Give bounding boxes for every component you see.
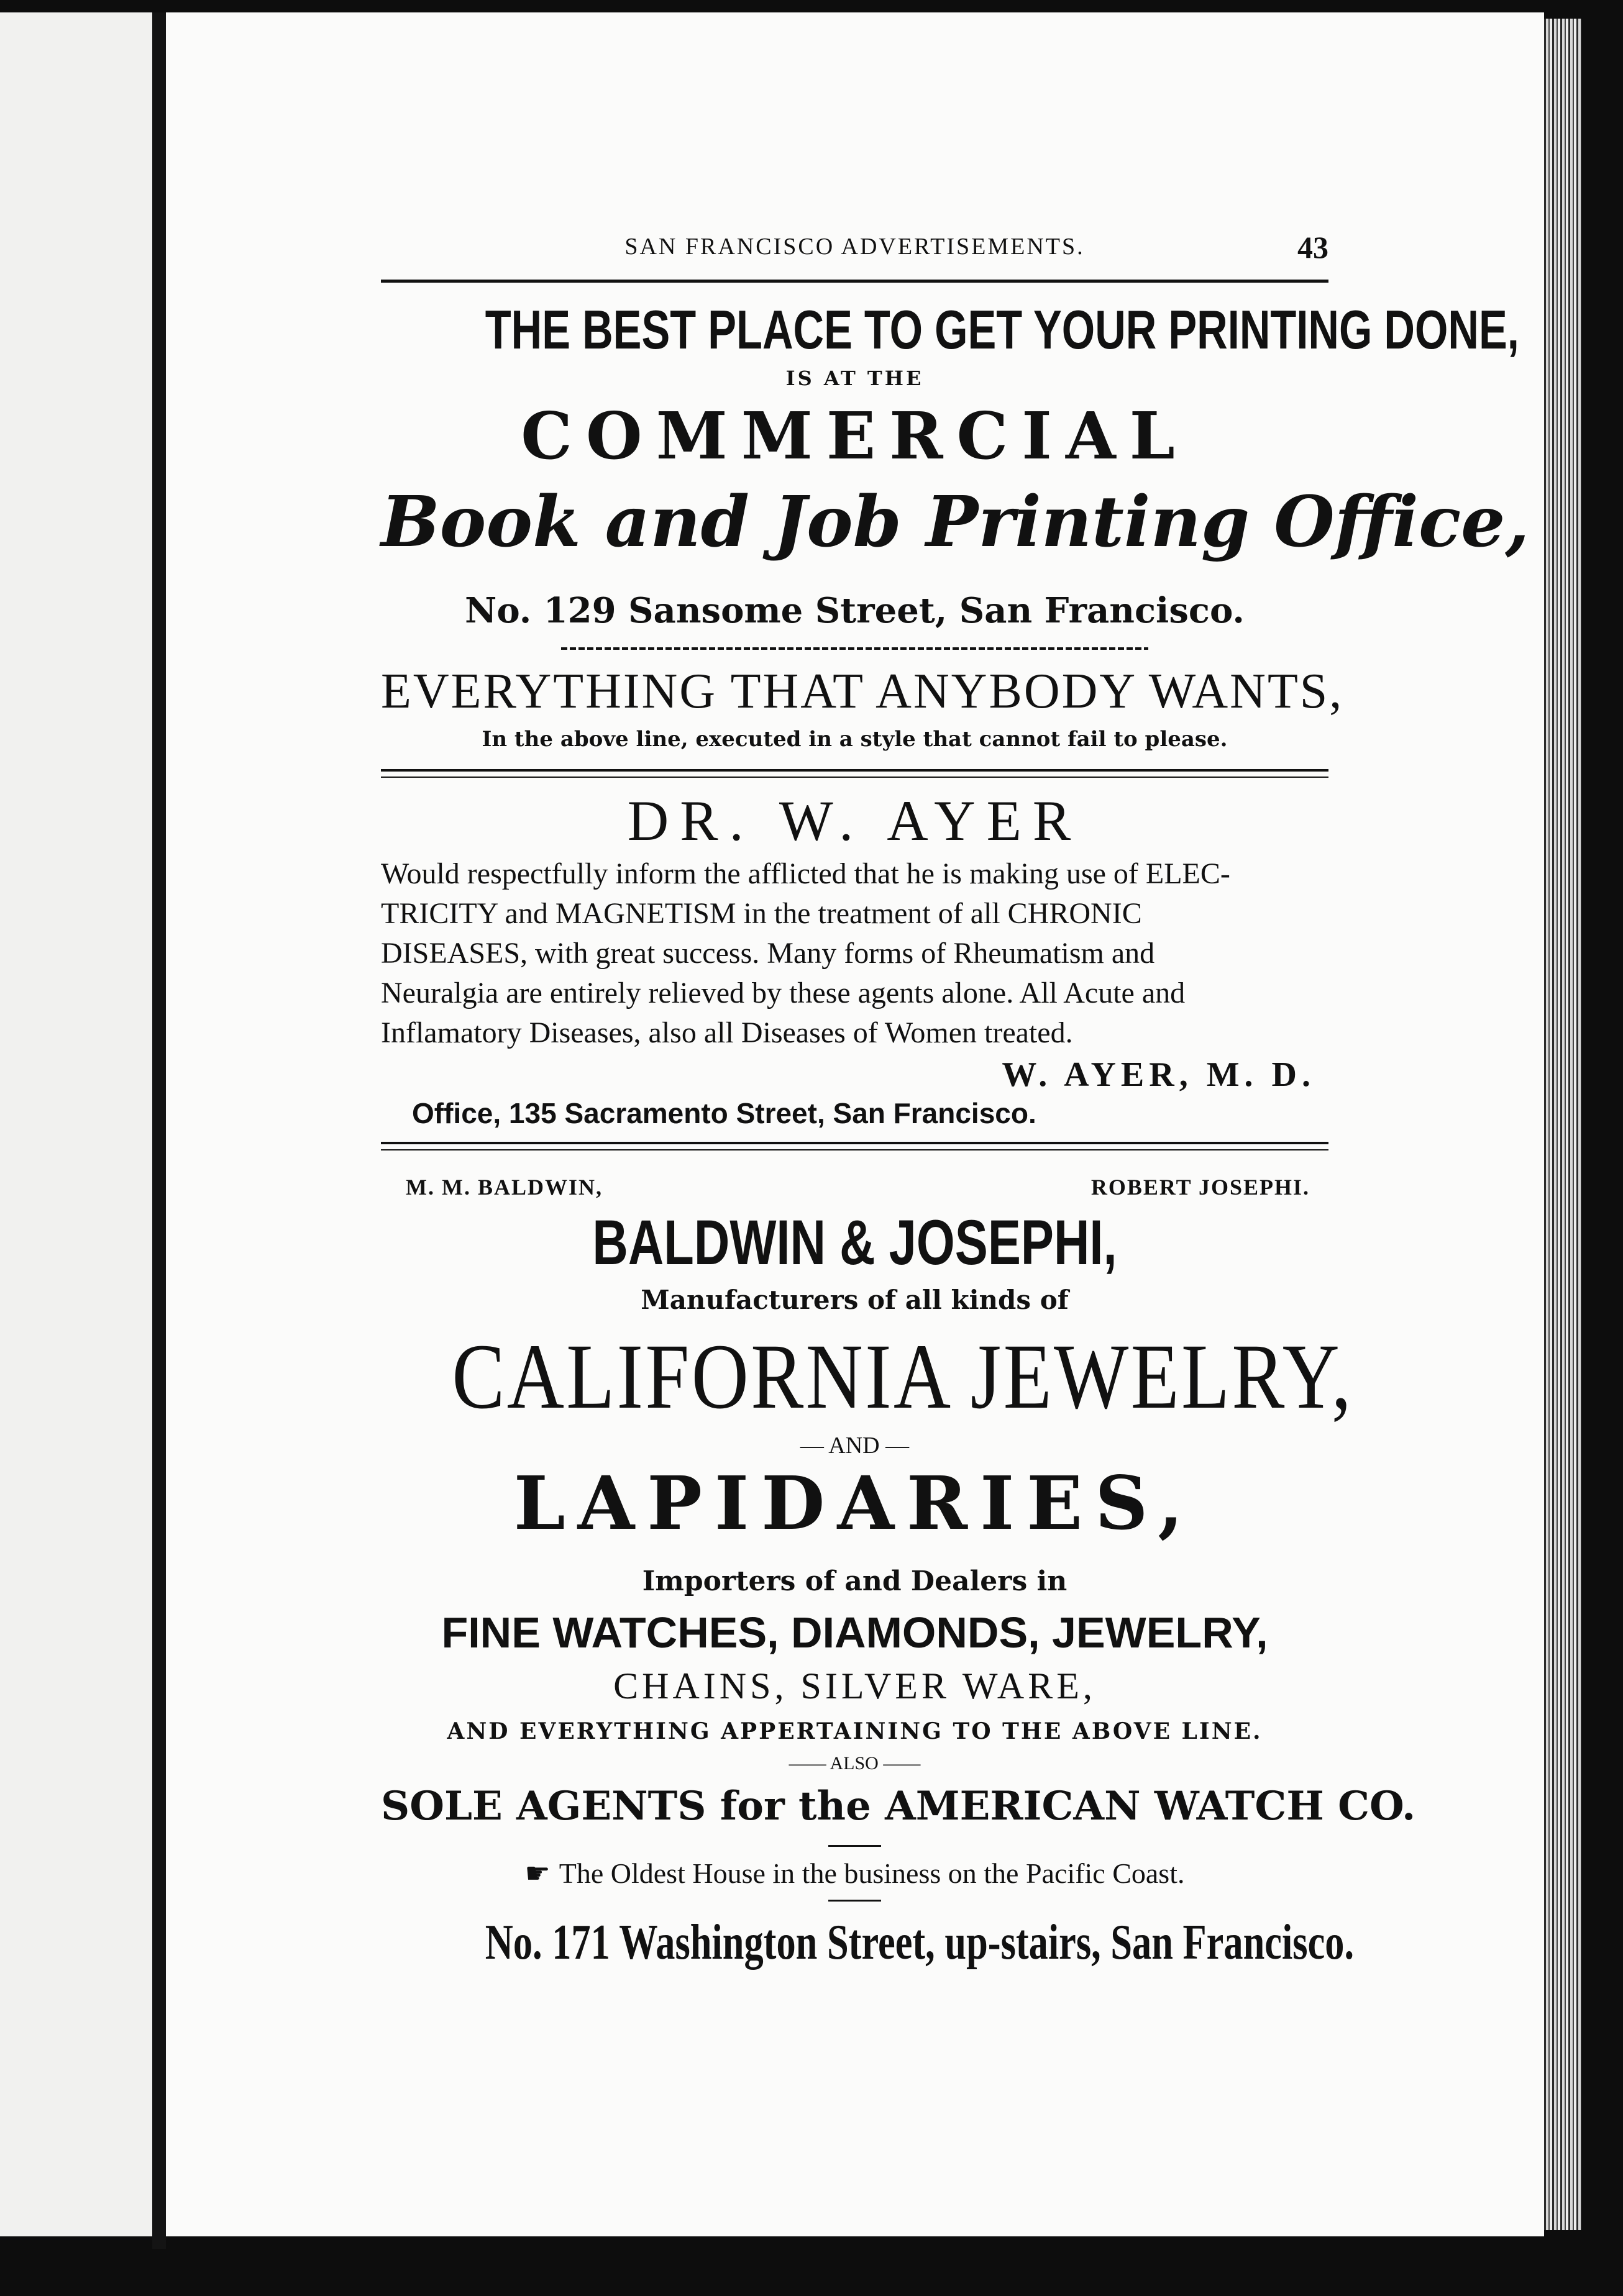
section-rule-top-2	[381, 1142, 1328, 1144]
short-rule-1	[828, 1845, 881, 1847]
ayer-office: Office, 135 Sacramento Street, San Francisco.	[412, 1097, 1036, 1129]
oldest-house-line	[381, 1856, 1328, 1890]
chains-line: CHAINS, SILVER WARE,	[613, 1665, 1096, 1706]
section-rule-top	[381, 769, 1328, 772]
partner-right: ROBERT JOSEPHI.	[1090, 1175, 1310, 1200]
header-rule	[381, 280, 1328, 283]
section-rule-bottom	[381, 777, 1328, 778]
ayer-signature: W. AYER, M. D.	[1002, 1055, 1315, 1094]
ayer-body	[381, 854, 1328, 1053]
importers-line: Importers of and Dealers in	[642, 1565, 1068, 1597]
lapidaries: LAPIDARIES,	[513, 1460, 1196, 1546]
short-rule-2	[828, 1900, 881, 1902]
firm-name: BALDWIN & JOSEPHI,	[592, 1207, 1117, 1278]
printing-tagline: In the above line, executed in a style that cannot fail to please.	[482, 727, 1228, 752]
running-header	[381, 230, 1328, 265]
partner-left: M. M. BALDWIN,	[406, 1175, 603, 1200]
ayer-line: Inflamatory Diseases, also all Diseases of Women treated.	[381, 1016, 1073, 1049]
ayer-line: DISEASES, with great success. Many forms of Rheumatism and	[381, 937, 1155, 970]
printing-commercial: COMMERCIAL	[521, 398, 1189, 474]
section-rule-bottom-2	[381, 1149, 1328, 1150]
printing-everything: EVERYTHING THAT ANYBODY WANTS,	[381, 664, 1344, 719]
page-edges	[1544, 19, 1581, 2230]
ayer-line: TRICITY and MAGNETISM in the treatment of all CHRONIC	[381, 897, 1142, 930]
header-title: SAN FRANCISCO ADVERTISEMENTS.	[624, 234, 1085, 260]
printing-is-at: IS AT THE	[785, 367, 924, 390]
pointing-hand-icon: ☛	[524, 1857, 551, 1889]
manufacturers-line: Manufacturers of all kinds of	[641, 1285, 1069, 1315]
left-facing-page	[0, 12, 152, 2236]
ayer-line: Neuralgia are entirely relieved by these agents alone. All Acute and	[381, 977, 1186, 1009]
sole-agents-line: SOLE AGENTS for the AMERICAN WATCH CO.	[381, 1783, 1416, 1829]
printing-address: No. 129 Sansome Street, San Francisco.	[465, 590, 1245, 631]
also-line: —— ALSO ——	[789, 1753, 921, 1774]
printing-headline: THE BEST PLACE TO GET YOUR PRINTING DONE,	[485, 299, 1519, 360]
fine-watches-line: FINE WATCHES, DIAMONDS, JEWELRY,	[441, 1608, 1268, 1657]
and-line: — AND —	[800, 1433, 910, 1459]
ayer-name: DR. W. AYER	[627, 789, 1082, 852]
appertaining-line: AND EVERYTHING APPERTAINING TO THE ABOVE LINE.	[447, 1718, 1263, 1744]
ayer-line: Would respectfully inform the afflicted that he is making use of ELEC-	[381, 857, 1230, 890]
washington-address: No. 171 Washington Street, up-stairs, San Francisco.	[485, 1915, 1355, 1970]
book-spine	[152, 12, 166, 2249]
page-number: 43	[1297, 230, 1328, 265]
printing-office: Book and Job Printing Office,	[381, 481, 1530, 563]
oldest-house-text: The Oldest House in the business on the Pacific Coast.	[559, 1857, 1185, 1889]
wavy-divider	[561, 647, 1148, 650]
california-jewelry: CALIFORNIA JEWELRY,	[452, 1325, 1354, 1428]
